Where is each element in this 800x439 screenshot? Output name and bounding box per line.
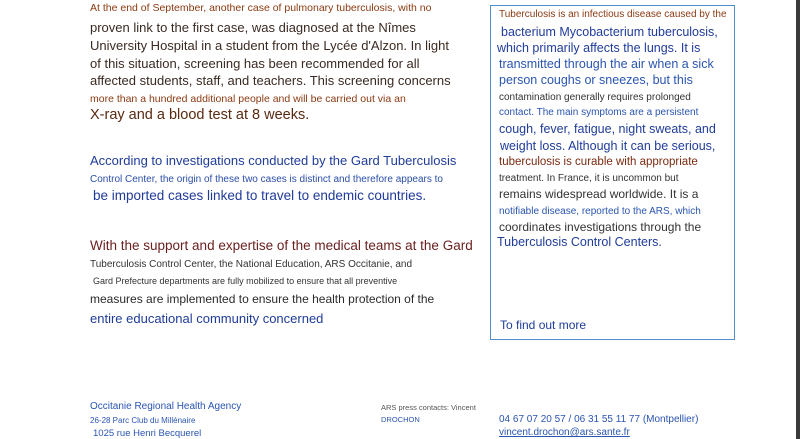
text-line: Tuberculosis is an infectious disease caused by the — [499, 9, 727, 20]
text-line: At the end of September, another case of pulmonary tuberculosis, with no — [90, 2, 432, 14]
text-line: weight loss. Although it can be serious, — [500, 139, 716, 153]
text-line: which primarily affects the lungs. It is — [497, 41, 701, 55]
text-line: cough, fever, fatigue, night sweats, and — [499, 122, 716, 136]
text-line: contact. The main symptoms are a persistent — [499, 107, 699, 118]
viewer-edge — [796, 0, 800, 439]
text-line: measures are implemented to ensure the health protection of the — [90, 292, 435, 306]
text-line: Tuberculosis Control Centers. — [497, 235, 662, 249]
text-line: entire educational community concerned — [90, 311, 324, 326]
agency-address-line2: 1025 rue Henri Becquerel — [93, 428, 202, 439]
text-line: affected students, staff, and teachers. This screening concerns — [90, 73, 451, 88]
text-line: notifiable disease, reported to the ARS, which — [499, 206, 701, 217]
text-line: X-ray and a blood test at 8 weeks. — [90, 107, 310, 123]
text-line: Control Center, the origin of these two cases is distinct and therefore appears to — [90, 174, 443, 185]
text-line: transmitted through the air when a sick — [499, 57, 714, 71]
text-line: proven link to the first case, was diagnosed at the Nîmes — [90, 20, 416, 35]
text-line: be imported cases linked to travel to endemic countries. — [93, 188, 427, 203]
press-phone: 04 67 07 20 57 / 06 31 55 11 77 (Montpellier) — [499, 414, 699, 425]
text-line: According to investigations conducted by the Gard Tuberculosis — [90, 153, 457, 168]
press-email-link[interactable]: vincent.drochon@ars.sante.fr — [499, 427, 630, 438]
text-line: Gard Prefecture departments are fully mobilized to ensure that all preventive — [93, 276, 398, 286]
press-contact-name: DROCHON — [381, 415, 420, 424]
text-line: University Hospital in a student from the Lycée d'Alzon. In light — [90, 38, 449, 53]
press-contact-label: ARS press contacts: Vincent — [381, 403, 476, 412]
text-line: more than a hundred additional people and will be carried out via an — [90, 93, 406, 105]
text-line: bacterium Mycobacterium tuberculosis, — [501, 25, 718, 39]
find-out-more-link[interactable]: To find out more — [500, 318, 587, 332]
text-line: With the support and expertise of the medical teams at the Gard — [90, 238, 473, 253]
agency-address-line1: 26-28 Parc Club du Millénaire — [90, 416, 196, 425]
text-line: remains widespread worldwide. It is a — [499, 187, 699, 201]
text-line: tuberculosis is curable with appropriate — [499, 156, 698, 168]
text-line: treatment. In France, it is uncommon but — [499, 173, 679, 184]
text-line: person coughs or sneezes, but this — [499, 73, 693, 87]
text-line: of this situation, screening has been recommended for all — [90, 56, 420, 71]
text-line: contamination generally requires prolonged — [499, 92, 691, 103]
agency-name: Occitanie Regional Health Agency — [90, 401, 242, 412]
text-line: coordinates investigations through the — [499, 220, 702, 234]
text-line: Tuberculosis Control Center, the National Education, ARS Occitanie, and — [90, 259, 413, 270]
